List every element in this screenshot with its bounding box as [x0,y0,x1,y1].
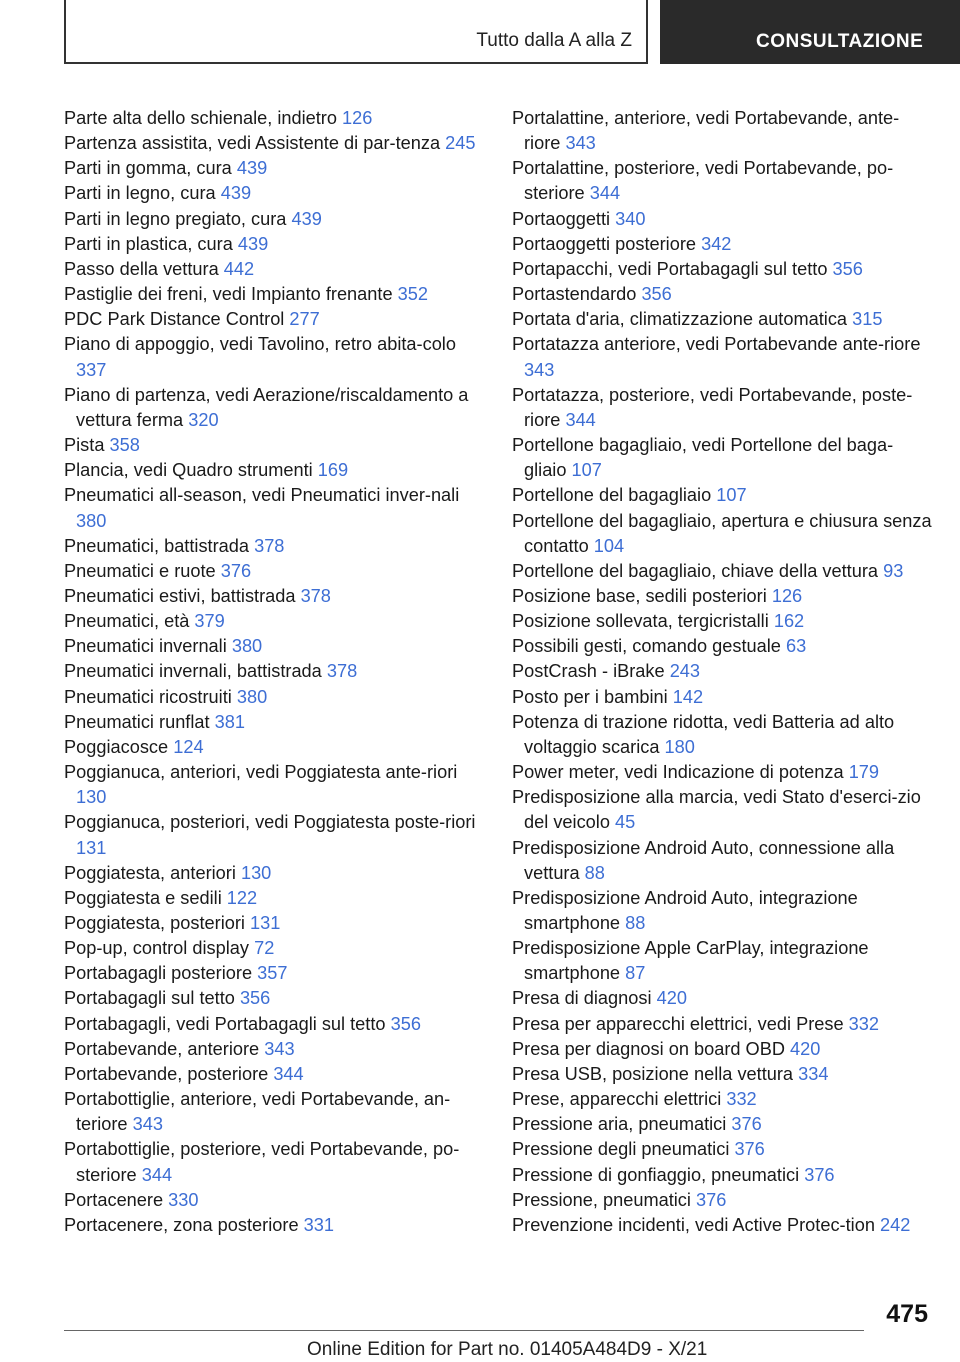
index-entry-page-link[interactable]: 344 [565,409,596,430]
index-entry-page-link[interactable]: 330 [168,1189,199,1210]
index-entry [64,584,484,609]
index-entry-page-link[interactable]: 130 [240,862,272,883]
index-entry-page-link[interactable]: 420 [656,988,687,1009]
index-entry-term: Pressione, pneumatici [512,1189,691,1210]
index-entry-term: Portabottiglie, posteriore, vedi Portabevande, po-steriore [64,1139,460,1185]
index-entry [512,886,932,936]
index-entry [64,458,484,483]
index-entry-term: Parte alta dello schienale, indietro [64,108,337,128]
index-entry [512,1037,932,1062]
index-entry-term: Pneumatici ricostruiti [64,686,232,707]
footer-divider [64,1330,864,1331]
index-entry [512,232,932,257]
index-entry [512,106,932,156]
index-entry-page-link[interactable]: 343 [565,133,596,154]
index-entry [512,936,932,986]
index-entry-term: Pop-up, control display [64,938,250,959]
index-entry-term: Pista [64,435,105,456]
index-entry-page-link[interactable]: 439 [237,233,269,254]
index-entry-page-link[interactable]: 332 [726,1089,757,1110]
index-entry-term: Piano di appoggio, vedi Tavolino, retro abita-colo [64,334,456,355]
index-entry-page-link[interactable]: 107 [571,460,602,481]
index-entry-page-link[interactable]: 376 [731,1114,762,1135]
index-entry-page-link[interactable]: 342 [701,233,732,254]
index-entry-term: Pressione di gonfiaggio, pneumatici [512,1164,800,1185]
index-entry-term: Portatazza anteriore, vedi Portabevande ante-riore [512,334,921,355]
index-entry-page-link[interactable]: 439 [220,183,252,204]
index-entry-page-link[interactable]: 344 [589,183,621,204]
index-entry [64,156,484,181]
index-entry-term: Portellone bagagliaio, vedi Portellone del baga-gliaio [512,435,894,481]
index-entry-term: Plancia, vedi Quadro strumenti [64,460,313,481]
index-entry [64,383,484,433]
index-entry-page-link[interactable]: 180 [664,736,695,757]
index-entry [512,559,932,584]
index-entry-page-link[interactable]: 104 [593,535,625,556]
index-entry-term: PostCrash - iBrake [512,661,665,682]
section-title: Tutto dalla A alla Z [476,30,632,51]
index-entry-page-link[interactable]: 439 [236,158,268,179]
index-entry-page-link[interactable]: 242 [880,1214,911,1235]
index-entry [64,1213,484,1238]
index-entry [64,986,484,1011]
index-entry [512,1163,932,1188]
index-entry-term: Portabottiglie, anteriore, vedi Portabevande, an-teriore [64,1089,451,1135]
index-entry-term: Pneumatici, età [64,611,190,632]
index-entry-page-link[interactable]: 243 [669,661,701,682]
index-entry-term: Poggiatesta, posteriori [64,913,245,933]
index-entry-page-link[interactable]: 340 [615,208,646,229]
index-entry [512,307,932,332]
index-entry [512,433,932,483]
index-entry-page-link[interactable]: 343 [132,1114,163,1135]
index-column-left [64,106,484,1238]
index-entry [64,710,484,735]
index-entry-term: Poggiatesta, anteriori [64,862,236,883]
index-entry-term: Posizione sollevata, tergicristalli [512,611,769,632]
index-entry-page-link[interactable]: 344 [141,1164,173,1185]
index-entry-page-link[interactable]: 439 [291,208,322,229]
index-entry-page-link[interactable]: 124 [173,736,204,757]
index-entry [512,785,932,835]
index-entry-term: Poggianuca, anteriori, vedi Poggiatesta ante-riori [64,762,458,783]
index-entry-page-link[interactable]: 357 [257,963,288,984]
index-entry-page-link[interactable]: 72 [254,938,275,959]
index-entry-page-link[interactable]: 131 [76,837,107,858]
index-entry-page-link[interactable]: 442 [223,258,255,279]
index-entry-term: Presa per apparecchi elettrici, vedi Prese [512,1013,844,1034]
index-entry-page-link[interactable]: 352 [397,284,428,305]
index-entry [64,1062,484,1087]
index-entry-term: Predisposizione alla marcia, vedi Stato d'eserci-zio del veicolo [512,787,921,833]
index-entry-page-link[interactable]: 122 [226,887,258,908]
index-entry-term: Pressione degli pneumatici [512,1139,730,1160]
index-entry [64,735,484,760]
index-entry [64,559,484,584]
index-entry-page-link[interactable]: 358 [109,435,140,456]
index-entry-page-link[interactable]: 380 [76,510,107,531]
index-entry-page-link[interactable]: 245 [445,133,476,154]
section-tab-label: CONSULTAZIONE [756,31,924,52]
index-entry-term: Portellone del bagagliaio, chiave della vettura [512,560,879,581]
index-entry [512,659,932,684]
index-entry [512,1087,932,1112]
index-entry-term: Portastendardo [512,284,637,305]
index-entry-page-link[interactable]: 376 [220,560,252,581]
index-entry-page-link[interactable]: 376 [734,1139,765,1160]
index-entry-term: Portellone del bagagliaio, apertura e chiusura senza contatto [512,510,932,556]
index-entry [64,659,484,684]
index-entry [512,1137,932,1162]
index-entry [512,609,932,634]
index-entry-page-link[interactable]: 130 [76,787,107,808]
index-entry-term: Posizione base, sedili posteriori [512,585,767,606]
index-entry-term: Pneumatici e ruote [64,560,216,581]
index-entry [512,332,932,382]
index-entry-page-link[interactable]: 88 [625,913,646,933]
index-entry-term: Presa USB, posizione nella vettura [512,1063,794,1084]
index-entry-term: Potenza di trazione ridotta, vedi Batteria ad alto voltaggio scarica [512,711,895,757]
index-entry-page-link[interactable]: 356 [832,258,863,279]
index-entry [64,332,484,382]
index-entry [512,1012,932,1037]
index-entry-term: Poggiatesta e sedili [64,887,222,908]
index-entry-term: Portabagagli posteriore [64,963,253,984]
index-entry-page-link[interactable]: 162 [773,611,805,632]
index-entry-page-link[interactable]: 343 [524,359,555,380]
index-entry-page-link[interactable]: 315 [852,309,883,330]
index-entry-page-link[interactable]: 376 [696,1189,727,1210]
index-entry [512,1112,932,1137]
index-entry-term: Pneumatici estivi, battistrada [64,585,296,606]
index-entry-page-link[interactable]: 381 [214,711,245,732]
index-entry-term: Passo della vettura [64,258,219,279]
index-entry [512,483,932,508]
index-entry [64,433,484,458]
index-entry-term: Poggianuca, posteriori, vedi Poggiatesta poste-riori [64,812,476,833]
index-entry-term: Predisposizione Android Auto, connessione alla vettura [512,837,895,883]
index-entry-term: Parti in legno, cura [64,183,216,204]
index-entry-term: Predisposizione Apple CarPlay, integrazione smartphone [512,938,869,984]
index-entry-term: Parti in gomma, cura [64,158,232,179]
index-entry-term: Pastiglie dei freni, vedi Impianto frenante [64,284,393,305]
index-entry-page-link[interactable]: 142 [672,686,704,707]
index-entry-page-link[interactable]: 126 [342,108,373,128]
index-entry-term: Portaoggetti posteriore [512,233,697,254]
index-entry [512,207,932,232]
index-entry [64,106,484,131]
index-entry-term: Portaoggetti [512,208,611,229]
index-entry-page-link[interactable]: 332 [848,1013,879,1034]
index-entry [512,257,932,282]
index-entry-term: Pneumatici runflat [64,711,210,732]
index-entry-term: Portacenere, zona posteriore [64,1214,299,1235]
index-entry-page-link[interactable]: 420 [790,1038,821,1059]
index-entry-page-link[interactable]: 93 [883,560,904,581]
index-entry-term: Predisposizione Android Auto, integrazione smartphone [512,887,858,933]
index-entry-term: Possibili gesti, comando gestuale [512,636,781,657]
index-entry [64,131,484,156]
index-entry [512,685,932,710]
page-number: 475 [886,1300,928,1328]
index-entry-page-link[interactable]: 107 [716,485,747,506]
index-entry-page-link[interactable]: 378 [326,661,358,682]
index-entry [512,282,932,307]
index-entry-term: Pneumatici invernali, battistrada [64,661,322,682]
index-entry [64,685,484,710]
index-entry-page-link[interactable]: 331 [303,1214,334,1235]
index-entry-term: Presa per diagnosi on board OBD [512,1038,785,1059]
index-entry-page-link[interactable]: 356 [641,284,672,305]
index-entry-term: Portabagagli sul tetto [64,988,235,1009]
index-entry [64,911,484,936]
index-entry-page-link[interactable]: 334 [798,1063,829,1084]
index-entry [64,257,484,282]
index-entry [64,534,484,559]
index-entry [64,961,484,986]
index-entry [512,986,932,1011]
index-entry-term: Partenza assistita, vedi Assistente di par-tenza [64,133,441,154]
index-entry [64,483,484,533]
index-entry-page-link[interactable]: 45 [615,812,636,833]
index-entry-page-link[interactable]: 379 [194,611,225,632]
index-entry-term: Poggiacosce [64,736,169,757]
index-entry-term: Portata d'aria, climatizzazione automatica [512,309,848,330]
index-entry-page-link[interactable]: 131 [250,913,281,933]
index-entry-term: Prese, apparecchi elettrici [512,1089,722,1110]
index-entry-page-link[interactable]: 356 [390,1013,421,1034]
index-entry-page-link[interactable]: 337 [76,359,107,380]
index-entry [64,232,484,257]
index-entry [64,181,484,206]
index-entry-term: Pneumatici all-season, vedi Pneumatici inver-nali [64,485,460,506]
index-entry-page-link[interactable]: 356 [239,988,271,1009]
index-entry-page-link[interactable]: 378 [300,585,331,606]
index-entry [512,836,932,886]
index-entry [512,1213,932,1238]
index-entry-term: Portacenere [64,1189,164,1210]
index-entry-page-link[interactable]: 169 [317,460,349,481]
index-entry-term: Pneumatici invernali [64,636,227,657]
index-entry [512,383,932,433]
index-entry [512,1188,932,1213]
index-entry-term: Portalattine, posteriore, vedi Portabevande, po-steriore [512,158,894,204]
index-entry [64,1087,484,1137]
index-entry [512,584,932,609]
index-entry [64,1012,484,1037]
index-entry-page-link[interactable]: 344 [273,1063,304,1084]
index-entry-page-link[interactable]: 376 [804,1164,835,1185]
index-entry-page-link[interactable]: 63 [786,636,807,657]
index-entry-term: Parti in legno pregiato, cura [64,208,287,229]
index-entry-page-link[interactable]: 126 [771,585,803,606]
index-entry-term: Portabagagli, vedi Portabagagli sul tetto [64,1013,386,1034]
index-entry [64,886,484,911]
index-entry-term: Portellone del bagagliaio [512,485,712,506]
index-entry-term: Portalattine, anteriore, vedi Portabevande, ante-riore [512,108,900,154]
index-entry-term: Power meter, vedi Indicazione di potenza [512,762,844,783]
index-entry-term: Portatazza, posteriore, vedi Portabevande, poste-riore [512,384,913,430]
index-entry [64,760,484,810]
index-entry [64,1188,484,1213]
index-entry [512,760,932,785]
index-entry-term: Portapacchi, vedi Portabagagli sul tetto [512,258,828,279]
index-entry-term: Posto per i bambini [512,686,668,707]
index-entry [64,307,484,332]
index-entry-page-link[interactable]: 179 [848,762,880,783]
index-entry [64,207,484,232]
index-entry [64,1137,484,1187]
section-tab[interactable] [660,0,960,64]
index-entry [64,634,484,659]
index-entry [64,1037,484,1062]
index-entry-term: Prevenzione incidenti, vedi Active Protec-tion [512,1214,875,1235]
index-entry-page-link[interactable]: 277 [289,309,320,330]
index-entry [64,861,484,886]
footer-edition: Online Edition for Part no. 01405A484D9 - X/21 [307,1339,708,1360]
index-entry-term: Portabevande, posteriore [64,1063,269,1084]
index-entry-term: Pneumatici, battistrada [64,535,250,556]
index-entry-term: Pressione aria, pneumatici [512,1114,727,1135]
index-entry [64,609,484,634]
index-entry-term: PDC Park Distance Control [64,309,285,330]
index-entry-page-link[interactable]: 380 [231,636,263,657]
index-entry [512,1062,932,1087]
index-entry-term: Parti in plastica, cura [64,233,233,254]
index-entry [512,634,932,659]
index-entry-page-link[interactable]: 378 [254,535,285,556]
header-box [64,0,648,64]
index-entry-page-link[interactable]: 380 [236,686,268,707]
index-entry [64,810,484,860]
index-entry-page-link[interactable]: 320 [188,409,219,430]
index-entry-page-link[interactable]: 88 [584,862,605,883]
index-entry-page-link[interactable]: 87 [625,963,646,984]
index-entry [64,282,484,307]
index-entry-page-link[interactable]: 343 [264,1038,295,1059]
index-entry-term: Piano di partenza, vedi Aerazione/riscaldamento a vettura ferma [64,384,469,430]
index-column-right [512,106,932,1238]
index-entry [512,509,932,559]
index-entry [512,710,932,760]
index-entry-term: Portabevande, anteriore [64,1038,260,1059]
index-entry [512,156,932,206]
index-entry-term: Presa di diagnosi [512,988,652,1009]
index-entry [64,936,484,961]
